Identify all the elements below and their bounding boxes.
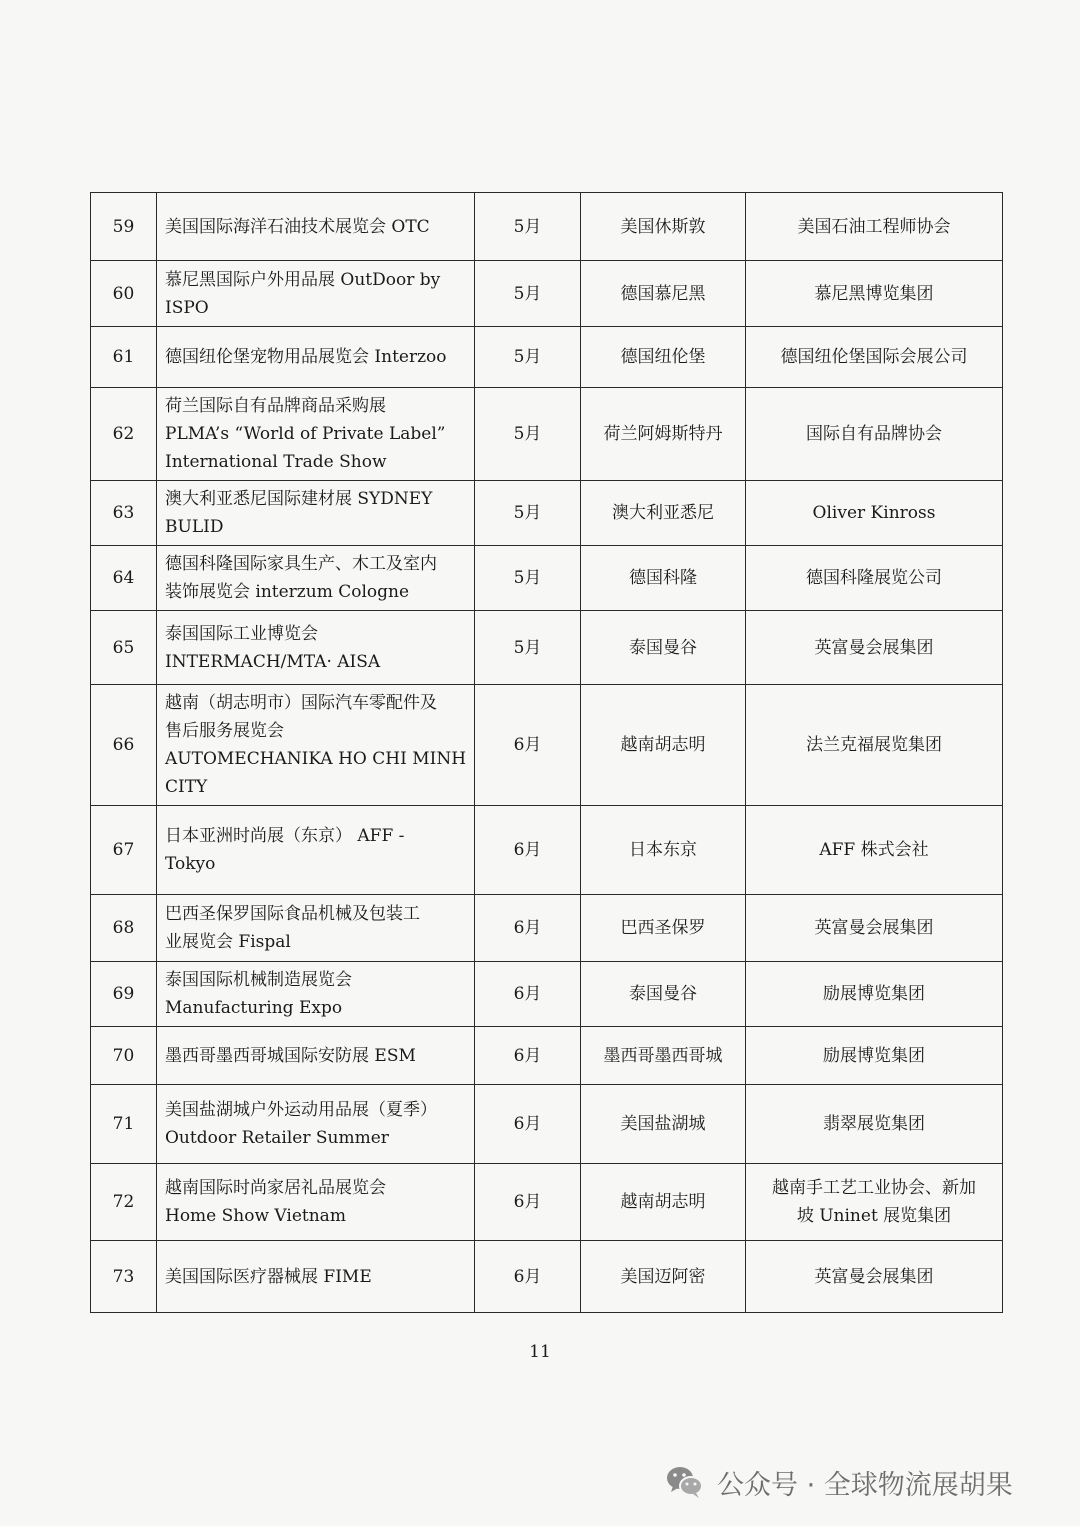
organizer-line: 英富曼会展集团 <box>814 637 934 658</box>
exhibition-month: 5月 <box>475 193 581 261</box>
row-number: 62 <box>91 388 157 481</box>
exhibition-name-line: CITY <box>165 777 208 797</box>
exhibition-month: 5月 <box>475 481 581 546</box>
exhibition-organizer <box>746 1085 1003 1164</box>
exhibition-organizer <box>746 388 1003 481</box>
exhibition-month: 6月 <box>475 1164 581 1241</box>
exhibition-name-line: 巴西圣保罗国际食品机械及包装工 <box>165 904 420 924</box>
exhibition-location: 美国盐湖城 <box>581 1085 746 1164</box>
exhibition-location: 越南胡志明 <box>581 1164 746 1241</box>
exhibition-month: 5月 <box>475 611 581 685</box>
table-row <box>91 1164 1003 1241</box>
table-row <box>91 685 1003 806</box>
row-number: 66 <box>91 685 157 806</box>
row-number: 72 <box>91 1164 157 1241</box>
exhibition-organizer <box>746 895 1003 962</box>
exhibition-location: 德国慕尼黑 <box>581 261 746 327</box>
exhibition-name-line: ISPO <box>165 297 209 318</box>
watermark <box>665 1462 1013 1502</box>
exhibition-name-line: 售后服务展览会 <box>165 721 284 741</box>
table-row <box>91 481 1003 546</box>
exhibition-month: 6月 <box>475 806 581 895</box>
exhibition-location: 澳大利亚悉尼 <box>581 481 746 546</box>
exhibition-month: 5月 <box>475 261 581 327</box>
table-row <box>91 611 1003 685</box>
exhibition-name <box>157 261 475 327</box>
exhibition-name-line: 泰国国际机械制造展览会 <box>165 970 352 990</box>
exhibition-name <box>157 546 475 611</box>
exhibition-name <box>157 1164 475 1241</box>
exhibition-name-line: Manufacturing Expo <box>165 998 343 1018</box>
exhibition-location: 日本东京 <box>581 806 746 895</box>
exhibition-name-line: Outdoor Retailer Summer <box>165 1128 389 1148</box>
exhibition-name <box>157 895 475 962</box>
exhibition-name <box>157 388 475 481</box>
exhibition-name-line: 慕尼黑国际户外用品展 OutDoor by <box>165 269 441 290</box>
organizer-line: 美国石油工程师协会 <box>797 216 951 237</box>
exhibition-name-line: BULID <box>165 517 224 537</box>
exhibition-name-line: INTERMACH/MTA· AISA <box>165 651 381 672</box>
exhibition-name <box>157 611 475 685</box>
exhibition-organizer <box>746 685 1003 806</box>
organizer-line: 坡 Uninet 展览集团 <box>796 1206 952 1226</box>
exhibition-name-line: International Trade Show <box>165 452 387 472</box>
exhibition-month: 5月 <box>475 327 581 388</box>
exhibition-organizer <box>746 1241 1003 1313</box>
row-number: 65 <box>91 611 157 685</box>
row-number: 60 <box>91 261 157 327</box>
exhibition-name-line: 荷兰国际自有品牌商品采购展 <box>165 396 386 416</box>
exhibition-name <box>157 193 475 261</box>
exhibition-location: 德国纽伦堡 <box>581 327 746 388</box>
exhibition-name <box>157 806 475 895</box>
organizer-line: 越南手工艺工业协会、新加 <box>772 1178 976 1198</box>
exhibition-organizer <box>746 806 1003 895</box>
table-row <box>91 1085 1003 1164</box>
exhibition-name <box>157 327 475 388</box>
organizer-line: 慕尼黑博览集团 <box>814 283 934 304</box>
exhibition-name <box>157 962 475 1027</box>
organizer-line: 励展博览集团 <box>823 984 925 1004</box>
exhibition-name-line: PLMA’s “World of Private Label” <box>165 424 446 444</box>
exhibition-month: 6月 <box>475 685 581 806</box>
exhibition-name <box>157 1027 475 1085</box>
exhibition-month: 5月 <box>475 546 581 611</box>
exhibition-name-line: 装饰展览会 interzum Cologne <box>165 582 410 602</box>
exhibition-organizer <box>746 546 1003 611</box>
exhibition-organizer <box>746 193 1003 261</box>
table-row <box>91 806 1003 895</box>
table-row <box>91 546 1003 611</box>
exhibition-organizer <box>746 611 1003 685</box>
row-number: 70 <box>91 1027 157 1085</box>
row-number: 69 <box>91 962 157 1027</box>
exhibition-location: 墨西哥墨西哥城 <box>581 1027 746 1085</box>
exhibition-name-line: 美国国际海洋石油技术展览会 OTC <box>165 216 430 237</box>
organizer-line: AFF 株式会社 <box>819 840 929 860</box>
exhibition-location: 荷兰阿姆斯特丹 <box>581 388 746 481</box>
exhibition-organizer <box>746 327 1003 388</box>
organizer-line: 英富曼会展集团 <box>814 1266 934 1287</box>
exhibition-table <box>90 192 1003 1313</box>
exhibition-location: 美国迈阿密 <box>581 1241 746 1313</box>
exhibition-name-line: 业展览会 Fispal <box>165 932 291 952</box>
exhibition-location: 德国科隆 <box>581 546 746 611</box>
row-number: 64 <box>91 546 157 611</box>
exhibition-name <box>157 1241 475 1313</box>
exhibition-location: 泰国曼谷 <box>581 611 746 685</box>
exhibition-organizer <box>746 962 1003 1027</box>
exhibition-organizer <box>746 1027 1003 1085</box>
exhibition-name-line: 墨西哥墨西哥城国际安防展 ESM <box>165 1045 416 1066</box>
exhibition-name-line: Tokyo <box>165 854 216 874</box>
table-row <box>91 327 1003 388</box>
exhibition-name-line: 越南国际时尚家居礼品展览会 <box>165 1178 386 1198</box>
exhibition-name-line: 美国盐湖城户外运动用品展（夏季） <box>165 1100 437 1120</box>
row-number: 68 <box>91 895 157 962</box>
organizer-line: Oliver Kinross <box>812 503 936 523</box>
exhibition-name-line: 美国国际医疗器械展 FIME <box>165 1266 372 1287</box>
organizer-line: 德国纽伦堡国际会展公司 <box>780 347 968 367</box>
exhibition-month: 5月 <box>475 388 581 481</box>
row-number: 67 <box>91 806 157 895</box>
page-number: 11 <box>529 1342 551 1362</box>
exhibition-name-line: AUTOMECHANIKA HO CHI MINH <box>165 749 467 769</box>
table-row <box>91 1027 1003 1085</box>
table-row <box>91 895 1003 962</box>
row-number: 73 <box>91 1241 157 1313</box>
table-row <box>91 193 1003 261</box>
exhibition-organizer <box>746 261 1003 327</box>
exhibition-location: 越南胡志明 <box>581 685 746 806</box>
exhibition-month: 6月 <box>475 895 581 962</box>
exhibition-organizer <box>746 481 1003 546</box>
exhibition-location: 泰国曼谷 <box>581 962 746 1027</box>
exhibition-month: 6月 <box>475 1241 581 1313</box>
exhibition-name <box>157 685 475 806</box>
exhibition-organizer <box>746 1164 1003 1241</box>
table-row <box>91 388 1003 481</box>
table-row <box>91 1241 1003 1313</box>
table-row <box>91 261 1003 327</box>
watermark-text: 公众号 · 全球物流展胡果 <box>717 1469 1013 1501</box>
exhibition-month: 6月 <box>475 1085 581 1164</box>
organizer-line: 德国科隆展览公司 <box>806 568 942 588</box>
exhibition-name <box>157 481 475 546</box>
row-number: 61 <box>91 327 157 388</box>
exhibition-name-line: 越南（胡志明市）国际汽车零配件及 <box>165 693 437 713</box>
exhibition-month: 6月 <box>475 1027 581 1085</box>
row-number: 71 <box>91 1085 157 1164</box>
organizer-line: 法兰克福展览集团 <box>806 735 942 755</box>
exhibition-name-line: 德国科隆国际家具生产、木工及室内 <box>165 554 437 574</box>
exhibition-month: 6月 <box>475 962 581 1027</box>
exhibition-name-line: 泰国国际工业博览会 <box>165 623 318 644</box>
exhibition-name-line: Home Show Vietnam <box>165 1206 346 1226</box>
organizer-line: 英富曼会展集团 <box>814 918 934 938</box>
exhibition-name-line: 德国纽伦堡宠物用品展览会 Interzoo <box>165 347 447 367</box>
exhibition-name-line: 澳大利亚悉尼国际建材展 SYDNEY <box>165 489 433 509</box>
exhibition-name <box>157 1085 475 1164</box>
row-number: 63 <box>91 481 157 546</box>
wechat-icon <box>665 1464 705 1500</box>
organizer-line: 翡翠展览集团 <box>823 1114 925 1134</box>
exhibition-name-line: 日本亚洲时尚展（东京） AFF - <box>165 826 405 846</box>
organizer-line: 励展博览集团 <box>823 1045 925 1066</box>
organizer-line: 国际自有品牌协会 <box>806 424 942 444</box>
table-row <box>91 962 1003 1027</box>
row-number: 59 <box>91 193 157 261</box>
exhibition-location: 美国休斯敦 <box>581 193 746 261</box>
exhibition-location: 巴西圣保罗 <box>581 895 746 962</box>
